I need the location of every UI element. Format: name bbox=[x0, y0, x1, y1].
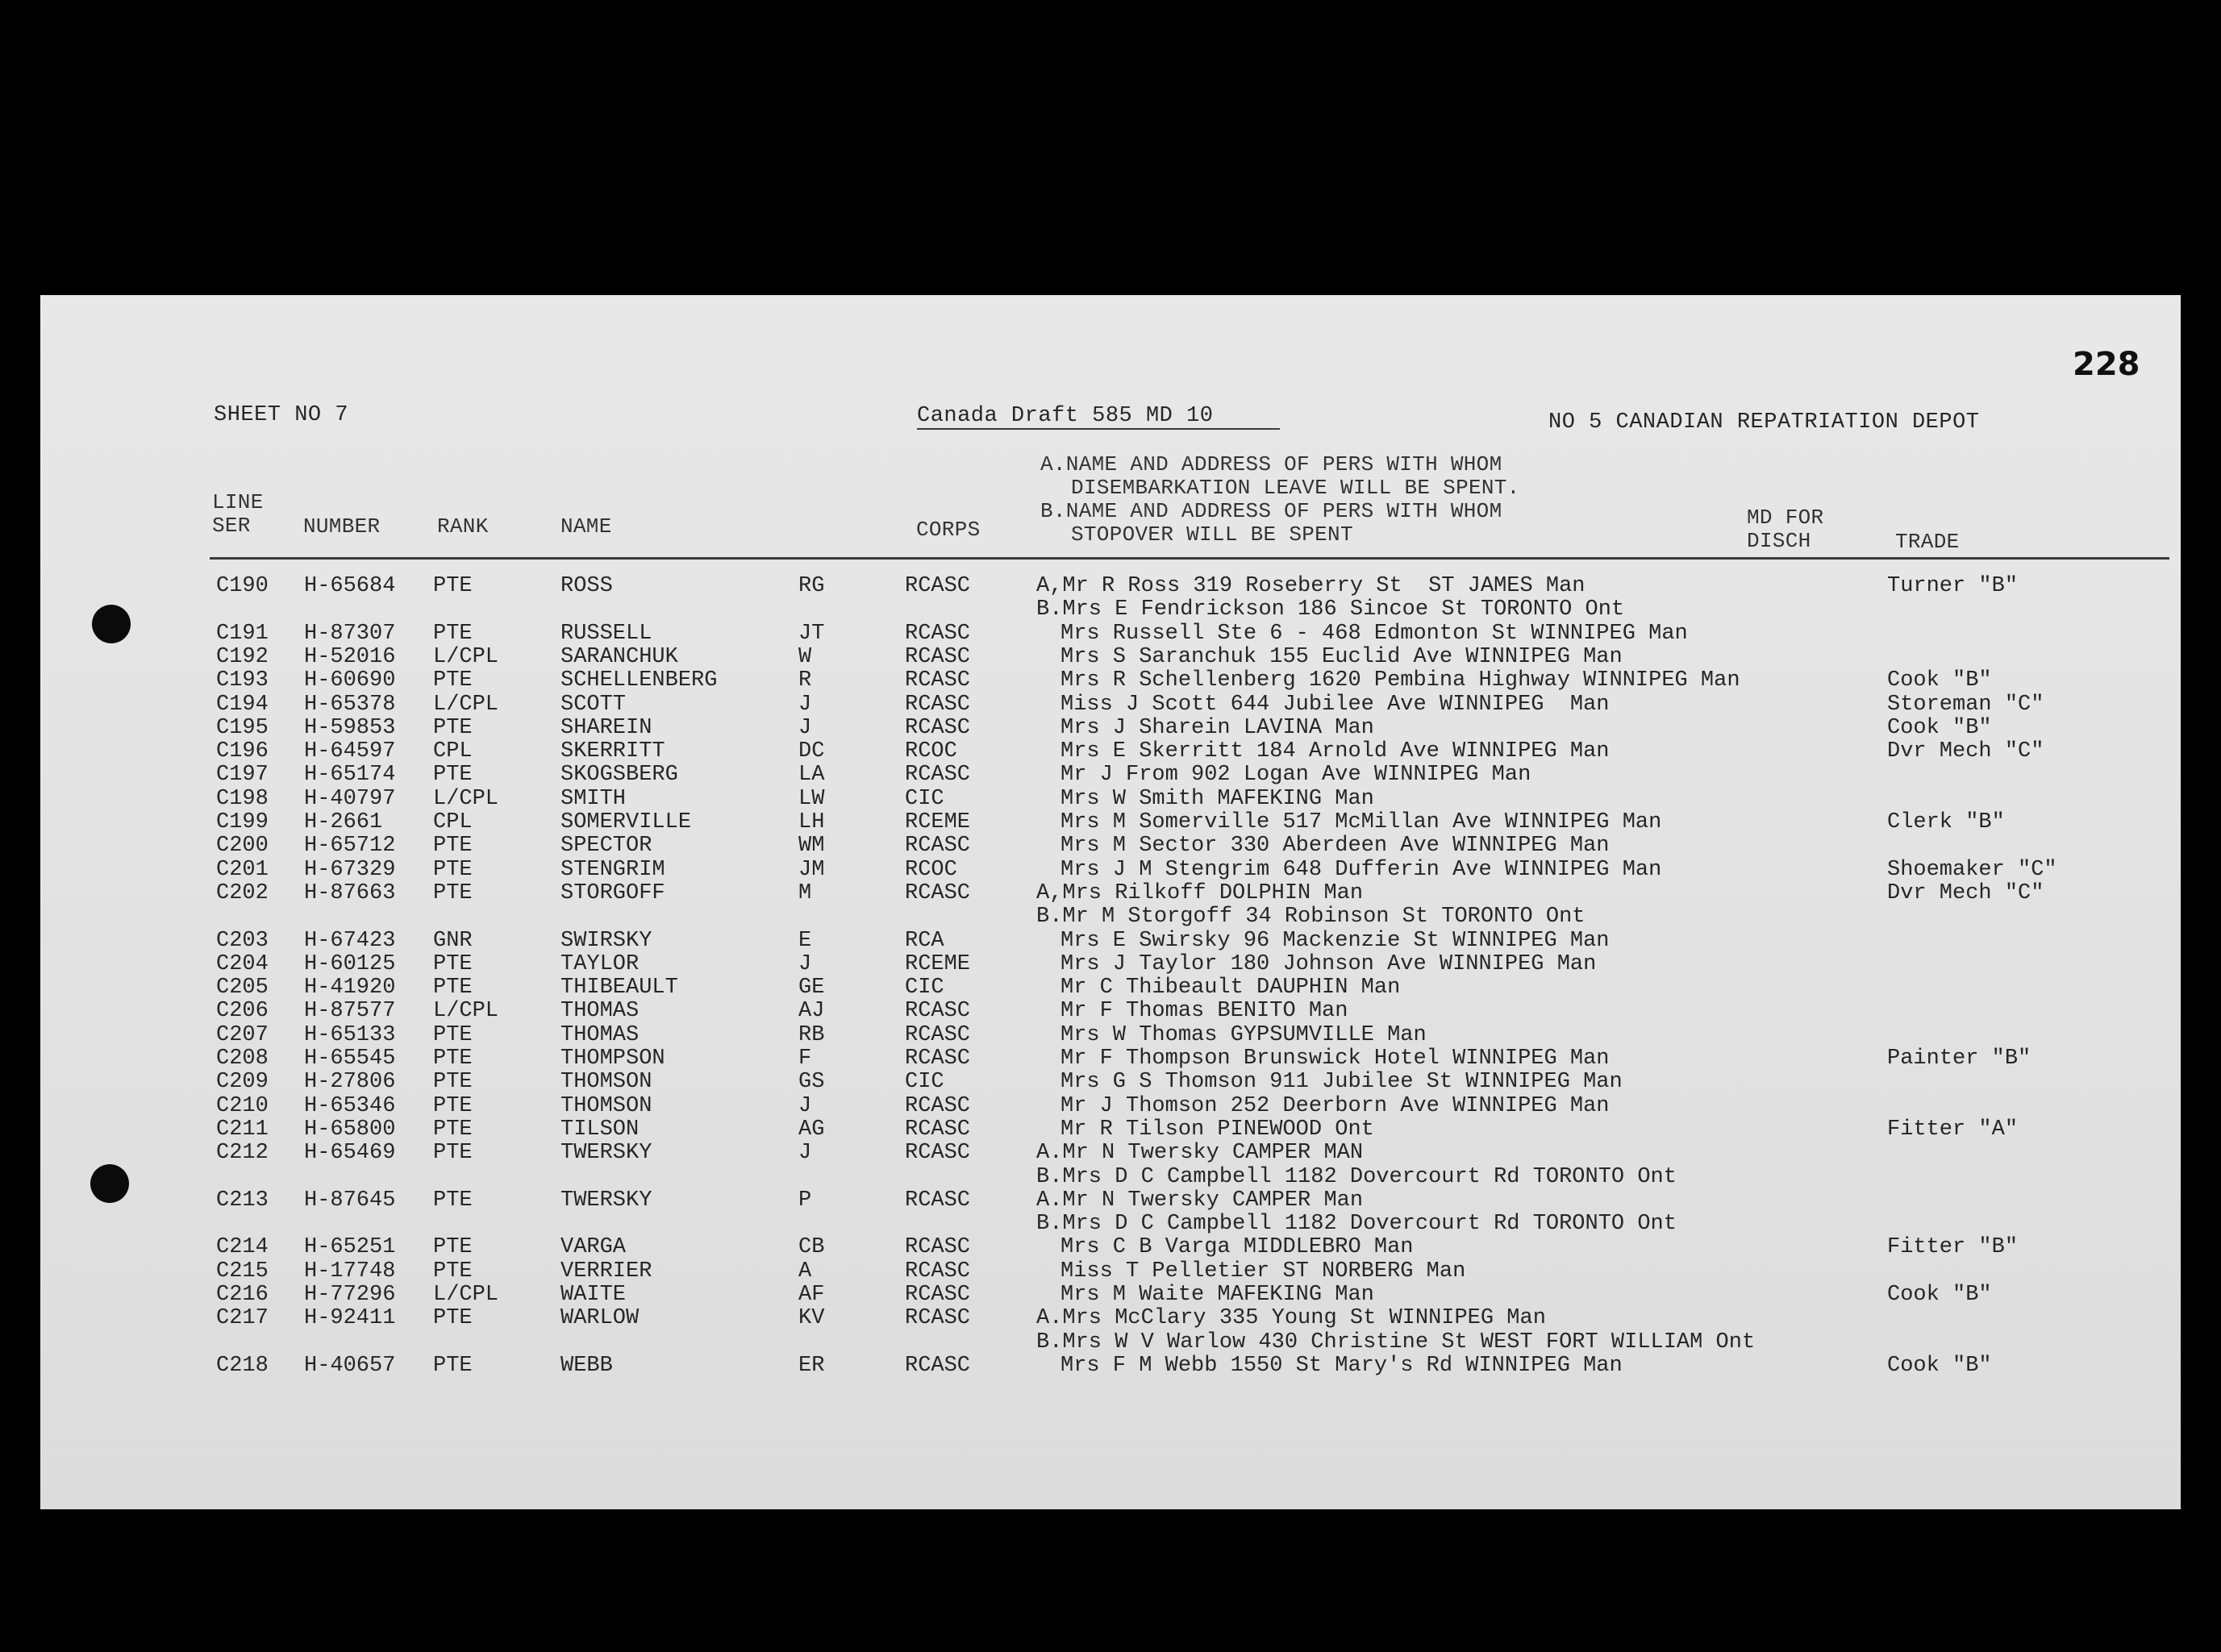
leave-address: Miss J Scott 644 Jubilee Ave WINNIPEG Man bbox=[1060, 692, 1610, 717]
initials: AG bbox=[798, 1117, 825, 1142]
leave-address: Mrs E Skerritt 184 Arnold Ave WINNIPEG Man bbox=[1060, 739, 1610, 764]
corps: RCASC bbox=[905, 999, 971, 1024]
initials: AJ bbox=[798, 999, 825, 1024]
initials: AF bbox=[798, 1283, 825, 1307]
table-row bbox=[40, 717, 2181, 740]
initials: J bbox=[798, 1141, 812, 1166]
stopover-address-line bbox=[1036, 1166, 2004, 1189]
corps: CIC bbox=[905, 786, 944, 811]
stopover-address-line bbox=[1036, 1213, 2004, 1236]
table-row bbox=[40, 1284, 2181, 1307]
rank: GNR bbox=[433, 928, 473, 953]
table-row bbox=[40, 740, 2181, 764]
line-ser: C205 bbox=[216, 976, 269, 1001]
service-number: H-41920 bbox=[304, 976, 396, 1001]
service-number: H-65133 bbox=[304, 1022, 396, 1047]
surname: SWIRSKY bbox=[560, 928, 652, 953]
rank: PTE bbox=[433, 715, 473, 740]
draft-title: Canada Draft 585 MD 10 bbox=[917, 404, 1214, 428]
header-rule bbox=[210, 557, 2169, 560]
surname: SCHELLENBERG bbox=[560, 668, 718, 693]
corps: RCOC bbox=[905, 739, 957, 764]
table-row bbox=[40, 764, 2181, 787]
surname: WARLOW bbox=[560, 1306, 640, 1331]
initials: J bbox=[798, 715, 812, 740]
corps: RCASC bbox=[905, 834, 971, 859]
rank: PTE bbox=[433, 1047, 473, 1071]
corps: RCASC bbox=[905, 1306, 971, 1331]
trade: Cook "B" bbox=[1887, 1353, 1992, 1378]
line-ser: C196 bbox=[216, 739, 269, 764]
surname: SOMERVILLE bbox=[560, 810, 692, 834]
line-ser: C200 bbox=[216, 834, 269, 859]
service-number: H-40657 bbox=[304, 1353, 396, 1378]
rank: PTE bbox=[433, 880, 473, 905]
col-address-b1: B.NAME AND ADDRESS OF PERS WITH WHOM bbox=[1040, 499, 1502, 523]
initials: J bbox=[798, 692, 812, 717]
table-row bbox=[40, 953, 2181, 976]
stopover-address: B.Mrs W V Warlow 430 Christine St WEST FORT WILLIAM Ont bbox=[1036, 1330, 1756, 1354]
corps: RCASC bbox=[905, 763, 971, 788]
surname: SARANCHUK bbox=[560, 644, 678, 669]
corps: RCASC bbox=[905, 715, 971, 740]
leave-address: Mrs W Smith MAFEKING Man bbox=[1060, 786, 1374, 811]
rank: PTE bbox=[433, 1259, 473, 1284]
line-ser: C218 bbox=[216, 1353, 269, 1378]
corps: RCA bbox=[905, 928, 944, 953]
trade: Cook "B" bbox=[1887, 668, 1992, 693]
col-line-ser-2: SER bbox=[212, 514, 251, 538]
initials: JT bbox=[798, 621, 825, 646]
initials: W bbox=[798, 644, 812, 669]
corps: RCOC bbox=[905, 857, 957, 882]
initials: J bbox=[798, 1093, 812, 1118]
line-ser: C199 bbox=[216, 810, 269, 834]
service-number: H-92411 bbox=[304, 1306, 396, 1331]
trade: Turner "B" bbox=[1887, 574, 2019, 598]
rank: L/CPL bbox=[433, 999, 499, 1024]
line-ser: C194 bbox=[216, 692, 269, 717]
stopover-address-line bbox=[1036, 598, 2004, 622]
stopover-address-line bbox=[1036, 905, 2004, 929]
initials: DC bbox=[798, 739, 825, 764]
service-number: H-2661 bbox=[304, 810, 383, 834]
stopover-address: B.Mr M Storgoff 34 Robinson St TORONTO Ont bbox=[1036, 905, 1586, 930]
leave-address: Mrs J Taylor 180 Johnson Ave WINNIPEG Man bbox=[1060, 951, 1597, 976]
leave-address: Mrs G S Thomson 911 Jubilee St WINNIPEG Man bbox=[1060, 1070, 1623, 1095]
line-ser: C204 bbox=[216, 951, 269, 976]
surname: SKERRITT bbox=[560, 739, 665, 764]
service-number: H-67423 bbox=[304, 928, 396, 953]
surname: THOMSON bbox=[560, 1093, 652, 1118]
service-number: H-40797 bbox=[304, 786, 396, 811]
surname: SCOTT bbox=[560, 692, 627, 717]
table-row bbox=[40, 1024, 2181, 1047]
surname: SPECTOR bbox=[560, 834, 652, 859]
initials: M bbox=[798, 880, 812, 905]
line-ser: C213 bbox=[216, 1188, 269, 1213]
initials: P bbox=[798, 1188, 812, 1213]
col-md-disch-2: DISCH bbox=[1747, 529, 1811, 553]
line-ser: C190 bbox=[216, 574, 269, 598]
surname: THOMSON bbox=[560, 1070, 652, 1095]
initials: GE bbox=[798, 976, 825, 1001]
service-number: H-67329 bbox=[304, 857, 396, 882]
trade: Cook "B" bbox=[1887, 715, 1992, 740]
rank: PTE bbox=[433, 1070, 473, 1095]
surname: THIBEAULT bbox=[560, 976, 678, 1001]
stopover-address: B.Mrs D C Campbell 1182 Dovercourt Rd TORONTO Ont bbox=[1036, 1212, 1677, 1237]
leave-address: A,Mr R Ross 319 Roseberry St ST JAMES Man bbox=[1036, 574, 1586, 598]
col-address-a1: A.NAME AND ADDRESS OF PERS WITH WHOM bbox=[1040, 452, 1502, 476]
service-number: H-87307 bbox=[304, 621, 396, 646]
col-number: NUMBER bbox=[303, 514, 381, 539]
surname: THOMAS bbox=[560, 999, 640, 1024]
line-ser: C203 bbox=[216, 928, 269, 953]
leave-address: Mrs C B Varga MIDDLEBRO Man bbox=[1060, 1235, 1414, 1260]
line-ser: C195 bbox=[216, 715, 269, 740]
surname: STENGRIM bbox=[560, 857, 665, 882]
col-line-ser-1: LINE bbox=[212, 490, 264, 514]
table-row bbox=[40, 1071, 2181, 1094]
service-number: H-65469 bbox=[304, 1141, 396, 1166]
surname: TWERSKY bbox=[560, 1141, 652, 1166]
trade: Storeman "C" bbox=[1887, 692, 2044, 717]
col-address-a2: DISEMBARKATION LEAVE WILL BE SPENT. bbox=[1071, 476, 1520, 500]
service-number: H-27806 bbox=[304, 1070, 396, 1095]
service-number: H-65378 bbox=[304, 692, 396, 717]
col-md-disch-1: MD FOR bbox=[1747, 506, 1824, 530]
initials: WM bbox=[798, 834, 825, 859]
page-number: 228 bbox=[2073, 346, 2140, 383]
table-row bbox=[40, 1095, 2181, 1118]
col-trade: TRADE bbox=[1895, 530, 1960, 554]
table-row bbox=[40, 788, 2181, 811]
line-ser: C192 bbox=[216, 644, 269, 669]
table-row bbox=[40, 646, 2181, 669]
line-ser: C201 bbox=[216, 857, 269, 882]
surname: TILSON bbox=[560, 1117, 640, 1142]
rank: L/CPL bbox=[433, 644, 499, 669]
leave-address: Mrs M Somerville 517 McMillan Ave WINNIPEG Man bbox=[1060, 810, 1662, 834]
corps: RCASC bbox=[905, 880, 971, 905]
service-number: H-52016 bbox=[304, 644, 396, 669]
corps: RCASC bbox=[905, 1235, 971, 1260]
table-row bbox=[40, 859, 2181, 882]
trade: Fitter "B" bbox=[1887, 1235, 2019, 1260]
surname: SHAREIN bbox=[560, 715, 652, 740]
stopover-address: B.Mrs D C Campbell 1182 Dovercourt Rd TORONTO Ont bbox=[1036, 1164, 1677, 1189]
rank: PTE bbox=[433, 668, 473, 693]
leave-address: Mrs M Sector 330 Aberdeen Ave WINNIPEG Man bbox=[1060, 834, 1610, 859]
trade: Painter "B" bbox=[1887, 1047, 2031, 1071]
corps: RCASC bbox=[905, 1188, 971, 1213]
line-ser: C193 bbox=[216, 668, 269, 693]
corps: RCEME bbox=[905, 951, 971, 976]
stopover-address: B.Mrs E Fendrickson 186 Sincoe St TORONTO Ont bbox=[1036, 597, 1625, 622]
trade: Dvr Mech "C" bbox=[1887, 739, 2044, 764]
corps: RCASC bbox=[905, 644, 971, 669]
initials: LA bbox=[798, 763, 825, 788]
line-ser: C197 bbox=[216, 763, 269, 788]
surname: WEBB bbox=[560, 1353, 613, 1378]
initials: R bbox=[798, 668, 812, 693]
corps: RCASC bbox=[905, 1259, 971, 1284]
sheet-number: SHEET NO 7 bbox=[214, 403, 349, 427]
table-row bbox=[40, 1307, 2181, 1330]
rank: PTE bbox=[433, 1306, 473, 1331]
corps: RCASC bbox=[905, 1093, 971, 1118]
surname: THOMPSON bbox=[560, 1047, 665, 1071]
line-ser: C208 bbox=[216, 1047, 269, 1071]
initials: CB bbox=[798, 1235, 825, 1260]
col-address-b2: STOPOVER WILL BE SPENT bbox=[1071, 522, 1353, 547]
table-row bbox=[40, 669, 2181, 693]
table-row bbox=[40, 882, 2181, 905]
corps: RCEME bbox=[905, 810, 971, 834]
initials: LH bbox=[798, 810, 825, 834]
corps: RCASC bbox=[905, 1117, 971, 1142]
service-number: H-87645 bbox=[304, 1188, 396, 1213]
surname: STORGOFF bbox=[560, 880, 665, 905]
surname: TWERSKY bbox=[560, 1188, 652, 1213]
leave-address: Mrs E Swirsky 96 Mackenzie St WINNIPEG Man bbox=[1060, 928, 1610, 953]
service-number: H-65174 bbox=[304, 763, 396, 788]
service-number: H-60690 bbox=[304, 668, 396, 693]
service-number: H-65346 bbox=[304, 1093, 396, 1118]
line-ser: C198 bbox=[216, 786, 269, 811]
initials: LW bbox=[798, 786, 825, 811]
table-row bbox=[40, 1047, 2181, 1071]
table-row bbox=[40, 1000, 2181, 1023]
corps: CIC bbox=[905, 976, 944, 1001]
corps: CIC bbox=[905, 1070, 944, 1095]
initials: RG bbox=[798, 574, 825, 598]
rank: L/CPL bbox=[433, 692, 499, 717]
table-row bbox=[40, 1236, 2181, 1259]
rank: PTE bbox=[433, 1022, 473, 1047]
table-row bbox=[40, 1189, 2181, 1213]
col-rank: RANK bbox=[437, 514, 489, 539]
service-number: H-87577 bbox=[304, 999, 396, 1024]
corps: RCASC bbox=[905, 1283, 971, 1307]
trade: Shoemaker "C" bbox=[1887, 857, 2057, 882]
initials: E bbox=[798, 928, 812, 953]
initials: J bbox=[798, 951, 812, 976]
rank: CPL bbox=[433, 739, 473, 764]
col-corps: CORPS bbox=[916, 518, 981, 542]
trade: Fitter "A" bbox=[1887, 1117, 2019, 1142]
initials: A bbox=[798, 1259, 812, 1284]
line-ser: C210 bbox=[216, 1093, 269, 1118]
surname: VARGA bbox=[560, 1235, 627, 1260]
surname: SKOGSBERG bbox=[560, 763, 678, 788]
leave-address: Mrs J M Stengrim 648 Dufferin Ave WINNIPEG Man bbox=[1060, 857, 1662, 882]
rank: CPL bbox=[433, 810, 473, 834]
col-name: NAME bbox=[560, 514, 612, 539]
rank: PTE bbox=[433, 1188, 473, 1213]
line-ser: C214 bbox=[216, 1235, 269, 1260]
rank: PTE bbox=[433, 574, 473, 598]
leave-address: Miss T Pelletier ST NORBERG Man bbox=[1060, 1259, 1466, 1284]
trade: Dvr Mech "C" bbox=[1887, 880, 2044, 905]
corps: RCASC bbox=[905, 574, 971, 598]
rank: PTE bbox=[433, 1141, 473, 1166]
corps: RCASC bbox=[905, 1022, 971, 1047]
service-number: H-60125 bbox=[304, 951, 396, 976]
document-sheet bbox=[40, 295, 2181, 1509]
table-row bbox=[40, 1118, 2181, 1142]
leave-address: Mrs F M Webb 1550 St Mary's Rd WINNIPEG Man bbox=[1060, 1353, 1623, 1378]
line-ser: C212 bbox=[216, 1141, 269, 1166]
leave-address: A.Mr N Twersky CAMPER Man bbox=[1036, 1188, 1364, 1213]
service-number: H-59853 bbox=[304, 715, 396, 740]
service-number: H-65684 bbox=[304, 574, 396, 598]
line-ser: C211 bbox=[216, 1117, 269, 1142]
leave-address: Mr F Thompson Brunswick Hotel WINNIPEG Man bbox=[1060, 1047, 1610, 1071]
service-number: H-65800 bbox=[304, 1117, 396, 1142]
line-ser: C217 bbox=[216, 1306, 269, 1331]
draft-title-underline bbox=[917, 428, 1280, 430]
table-row bbox=[40, 1354, 2181, 1378]
line-ser: C209 bbox=[216, 1070, 269, 1095]
table-row bbox=[40, 811, 2181, 834]
rank: PTE bbox=[433, 763, 473, 788]
corps: RCASC bbox=[905, 1353, 971, 1378]
surname: VERRIER bbox=[560, 1259, 652, 1284]
table-row bbox=[40, 930, 2181, 953]
rank: PTE bbox=[433, 1117, 473, 1142]
rank: L/CPL bbox=[433, 786, 499, 811]
table-row bbox=[40, 1142, 2181, 1165]
table-row bbox=[40, 976, 2181, 1000]
table-row bbox=[40, 693, 2181, 717]
rank: PTE bbox=[433, 621, 473, 646]
table-row bbox=[40, 834, 2181, 858]
corps: RCASC bbox=[905, 668, 971, 693]
leave-address: Mrs W Thomas GYPSUMVILLE Man bbox=[1060, 1022, 1427, 1047]
rank: PTE bbox=[433, 834, 473, 859]
table-row bbox=[40, 1260, 2181, 1284]
rank: L/CPL bbox=[433, 1283, 499, 1307]
initials: F bbox=[798, 1047, 812, 1071]
rank: PTE bbox=[433, 1235, 473, 1260]
leave-address: Mrs S Saranchuk 155 Euclid Ave WINNIPEG Man bbox=[1060, 644, 1623, 669]
service-number: H-17748 bbox=[304, 1259, 396, 1284]
stopover-address-line bbox=[1036, 1331, 2004, 1354]
leave-address: Mrs Russell Ste 6 - 468 Edmonton St WINNIPEG Man bbox=[1060, 621, 1688, 646]
initials: JM bbox=[798, 857, 825, 882]
initials: ER bbox=[798, 1353, 825, 1378]
rank: PTE bbox=[433, 857, 473, 882]
depot-name: NO 5 CANADIAN REPATRIATION DEPOT bbox=[1548, 410, 1980, 435]
surname: THOMAS bbox=[560, 1022, 640, 1047]
table-row bbox=[40, 575, 2181, 598]
surname: WAITE bbox=[560, 1283, 627, 1307]
initials: KV bbox=[798, 1306, 825, 1331]
corps: RCASC bbox=[905, 1047, 971, 1071]
leave-address: Mrs M Waite MAFEKING Man bbox=[1060, 1283, 1374, 1307]
leave-address: A,Mrs Rilkoff DOLPHIN Man bbox=[1036, 880, 1364, 905]
leave-address: A.Mr N Twersky CAMPER MAN bbox=[1036, 1141, 1364, 1166]
corps: RCASC bbox=[905, 1141, 971, 1166]
service-number: H-65251 bbox=[304, 1235, 396, 1260]
service-number: H-87663 bbox=[304, 880, 396, 905]
leave-address: Mr J Thomson 252 Deerborn Ave WINNIPEG Man bbox=[1060, 1093, 1610, 1118]
rank: PTE bbox=[433, 1353, 473, 1378]
line-ser: C202 bbox=[216, 880, 269, 905]
service-number: H-64597 bbox=[304, 739, 396, 764]
initials: RB bbox=[798, 1022, 825, 1047]
table-row bbox=[40, 622, 2181, 646]
line-ser: C191 bbox=[216, 621, 269, 646]
leave-address: Mr C Thibeault DAUPHIN Man bbox=[1060, 976, 1401, 1001]
surname: RUSSELL bbox=[560, 621, 652, 646]
surname: ROSS bbox=[560, 574, 613, 598]
leave-address: Mrs R Schellenberg 1620 Pembina Highway WINNIPEG Man bbox=[1060, 668, 1740, 693]
line-ser: C206 bbox=[216, 999, 269, 1024]
trade: Clerk "B" bbox=[1887, 810, 2005, 834]
leave-address: Mr J From 902 Logan Ave WINNIPEG Man bbox=[1060, 763, 1531, 788]
corps: RCASC bbox=[905, 621, 971, 646]
leave-address: Mrs J Sharein LAVINA Man bbox=[1060, 715, 1374, 740]
service-number: H-77296 bbox=[304, 1283, 396, 1307]
service-number: H-65545 bbox=[304, 1047, 396, 1071]
service-number: H-65712 bbox=[304, 834, 396, 859]
initials: GS bbox=[798, 1070, 825, 1095]
line-ser: C216 bbox=[216, 1283, 269, 1307]
leave-address: A.Mrs McClary 335 Young St WINNIPEG Man bbox=[1036, 1306, 1546, 1331]
surname: TAYLOR bbox=[560, 951, 640, 976]
rank: PTE bbox=[433, 1093, 473, 1118]
trade: Cook "B" bbox=[1887, 1283, 1992, 1307]
surname: SMITH bbox=[560, 786, 627, 811]
line-ser: C207 bbox=[216, 1022, 269, 1047]
line-ser: C215 bbox=[216, 1259, 269, 1284]
rank: PTE bbox=[433, 976, 473, 1001]
leave-address: Mr R Tilson PINEWOOD Ont bbox=[1060, 1117, 1374, 1142]
rank: PTE bbox=[433, 951, 473, 976]
corps: RCASC bbox=[905, 692, 971, 717]
leave-address: Mr F Thomas BENITO Man bbox=[1060, 999, 1348, 1024]
